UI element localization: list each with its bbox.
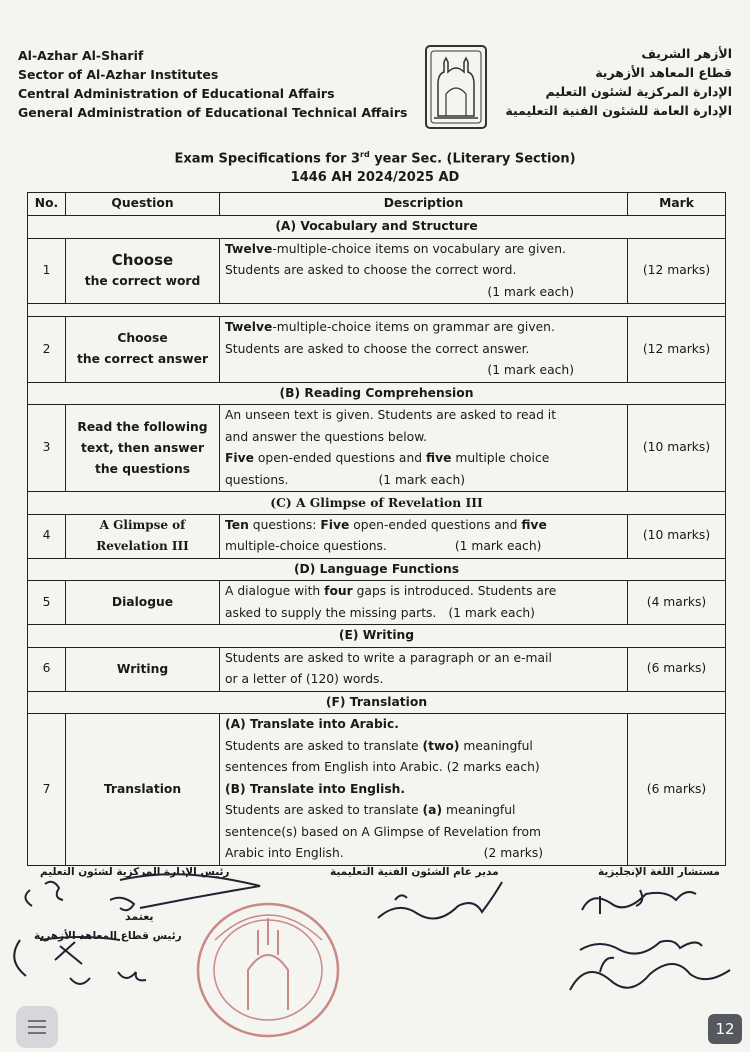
section-row: (A) Vocabulary and Structure <box>28 216 726 239</box>
header-left <box>18 46 407 122</box>
hamburger-line <box>28 1026 46 1028</box>
table-row: 1 Choose the correct word Twelve-multiple-choice items on vocabulary are given. Students are asked to choose the correct word. (1 mark each) (12 marks) <box>28 238 726 304</box>
signature-title-central-admin: رئيس الإدارة المركزية لشئون التعليم <box>40 866 230 878</box>
hamburger-menu-icon <box>28 1020 46 1022</box>
header-left-line-4: General Administration of Educational Technical Affairs <box>18 105 408 120</box>
section-row: (D) Language Functions <box>28 558 726 581</box>
header-right-line-1: الأزهر الشريف <box>641 46 732 61</box>
header-right-line-3: الإدارة المركزية لشئون التعليم <box>545 84 732 99</box>
table-row: 3 Read the following text, then answer the questions An unseen text is given. Students are asked to read it and answer the questions below. Five open-ended questions and five multiple choice questions. (1 mark each) (10 marks) <box>28 405 726 492</box>
header-left-line-2: Sector of Al-Azhar Institutes <box>18 67 219 82</box>
signature-title-sector-head: رئيس قطاع المعاهد الأزهرية <box>34 930 182 942</box>
header-description: Description <box>220 193 628 216</box>
header-mark: Mark <box>628 193 726 216</box>
al-azhar-logo-icon <box>424 44 488 130</box>
section-row: (F) Translation <box>28 691 726 714</box>
table-row: 7 Translation (A) Translate into Arabic. Students are asked to translate (two) meaningful sentences from English into Arabic. (2 marks each) (B) Translate into English. Students are asked to translate (a) meaningful sentence(s) based on A Glimpse of Revelation from Arabic into English. (2 marks) (6 marks) <box>28 714 726 866</box>
handwritten-signature-middle <box>378 882 502 919</box>
section-row: (E) Writing <box>28 625 726 648</box>
document-title: Exam Specifications for 3rd year Sec. (Literary Section) <box>174 150 576 167</box>
approval-label: يعتمد <box>125 910 154 923</box>
table-row: 5 Dialogue A dialogue with four gaps is introduced. Students are asked to supply the missing parts. (1 mark each) (4 marks) <box>28 581 726 625</box>
table-row: 6 Writing Students are asked to write a paragraph or an e-mail or a letter of (120) words. (6 marks) <box>28 647 726 691</box>
spacer-row <box>28 304 726 317</box>
table-header-row <box>28 193 726 216</box>
signature-title-english-advisor: مستشار اللغة الإنجليزية <box>598 866 720 878</box>
section-row: (C) A Glimpse of Revelation III <box>28 492 726 515</box>
header-right <box>505 44 732 120</box>
document-subtitle: 1446 AH 2024/2025 AD <box>290 170 460 185</box>
official-stamp-icon <box>198 904 338 1036</box>
header-question: Question <box>66 193 220 216</box>
handwritten-signature-right <box>570 890 730 990</box>
signatures-and-stamp <box>0 860 750 1052</box>
header-no: No. <box>28 193 66 216</box>
header-right-line-2: قطاع المعاهد الأزهرية <box>595 65 732 80</box>
handwritten-signature-left <box>14 874 260 984</box>
header-left-line-3: Central Administration of Educational Affairs <box>18 86 335 101</box>
signature-title-general-director: مدير عام الشئون الفنية التعليمية <box>330 866 499 878</box>
page-number-badge: 12 <box>708 1014 742 1044</box>
header-left-line-1: Al-Azhar Al-Sharif <box>18 48 144 63</box>
table-row: 2 Choose the correct answer Twelve-multiple-choice items on grammar are given. Students are asked to choose the correct answer. (1 mark each) (12 marks) <box>28 317 726 383</box>
hamburger-line <box>28 1032 46 1034</box>
table-row: 4 A Glimpse of Revelation III Ten questions: Five open-ended questions and five multiple-choice questions. (1 mark each) (10 marks) <box>28 514 726 558</box>
menu-button[interactable] <box>16 1006 58 1048</box>
header-right-line-4: الإدارة العامة للشئون الفنية التعليمية <box>505 103 732 118</box>
section-row: (B) Reading Comprehension <box>28 382 726 405</box>
exam-spec-table <box>27 192 726 866</box>
